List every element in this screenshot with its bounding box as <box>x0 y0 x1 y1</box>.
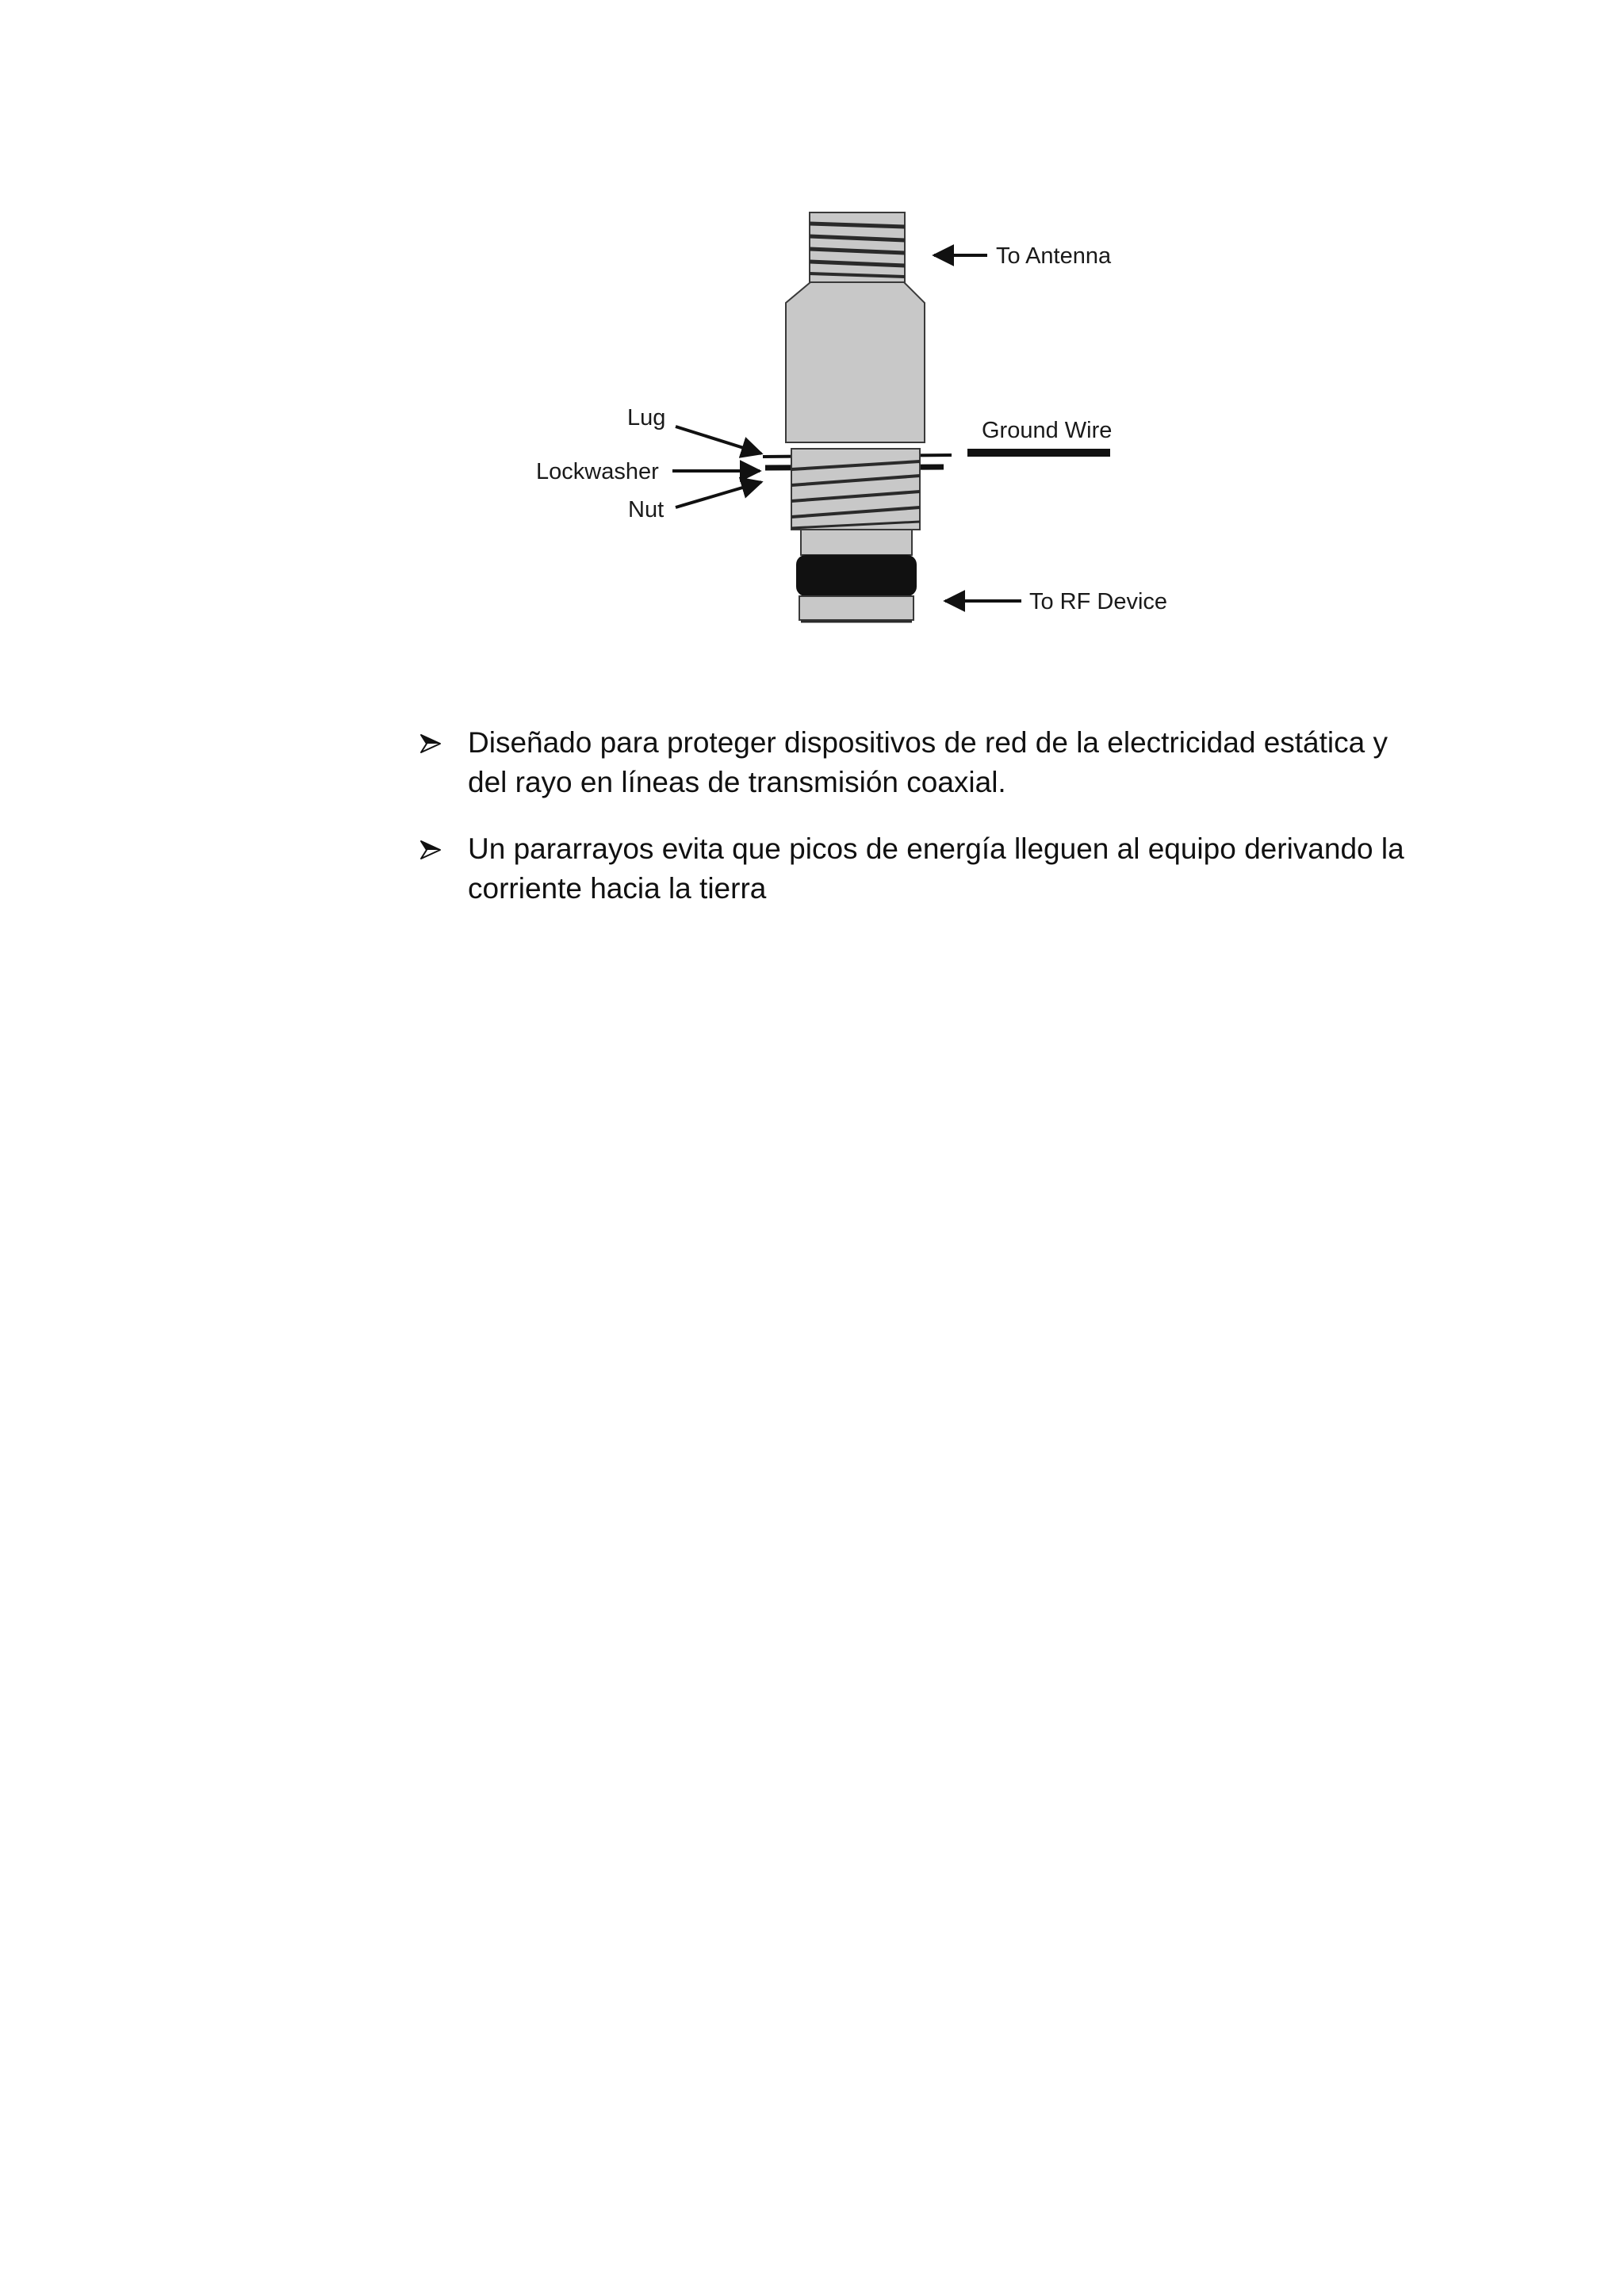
nut-threaded-section <box>791 449 920 530</box>
label-lug: Lug <box>627 405 666 430</box>
lug-arrow <box>676 427 761 453</box>
bullet-text: Un pararrayos evita que picos de energía lleguen al equipo derivando la corriente hacia la tierra <box>468 832 1404 905</box>
bullet-list <box>419 723 1418 936</box>
label-to-antenna: To Antenna <box>996 243 1112 269</box>
label-to-rf-device: To RF Device <box>1029 589 1168 614</box>
bullet-item <box>419 829 1418 909</box>
top-threaded-connector <box>810 212 905 282</box>
bullet-text: Diseñado para proteger dispositivos de red de la electricidad estática y del rayo en líneas de transmisión coaxial. <box>468 726 1388 798</box>
label-ground-wire: Ground Wire <box>982 418 1113 443</box>
lightning-arrestor-diagram <box>0 0 1624 650</box>
label-nut: Nut <box>628 497 665 522</box>
arrestor-main-body <box>786 282 925 442</box>
nut-arrow <box>676 482 761 507</box>
bottom-rf-connector <box>796 530 917 622</box>
arrowhead-bullet-icon <box>419 732 442 756</box>
label-lockwasher: Lockwasher <box>536 459 659 484</box>
arrowhead-bullet-icon <box>419 838 442 862</box>
bullet-item <box>419 723 1418 802</box>
